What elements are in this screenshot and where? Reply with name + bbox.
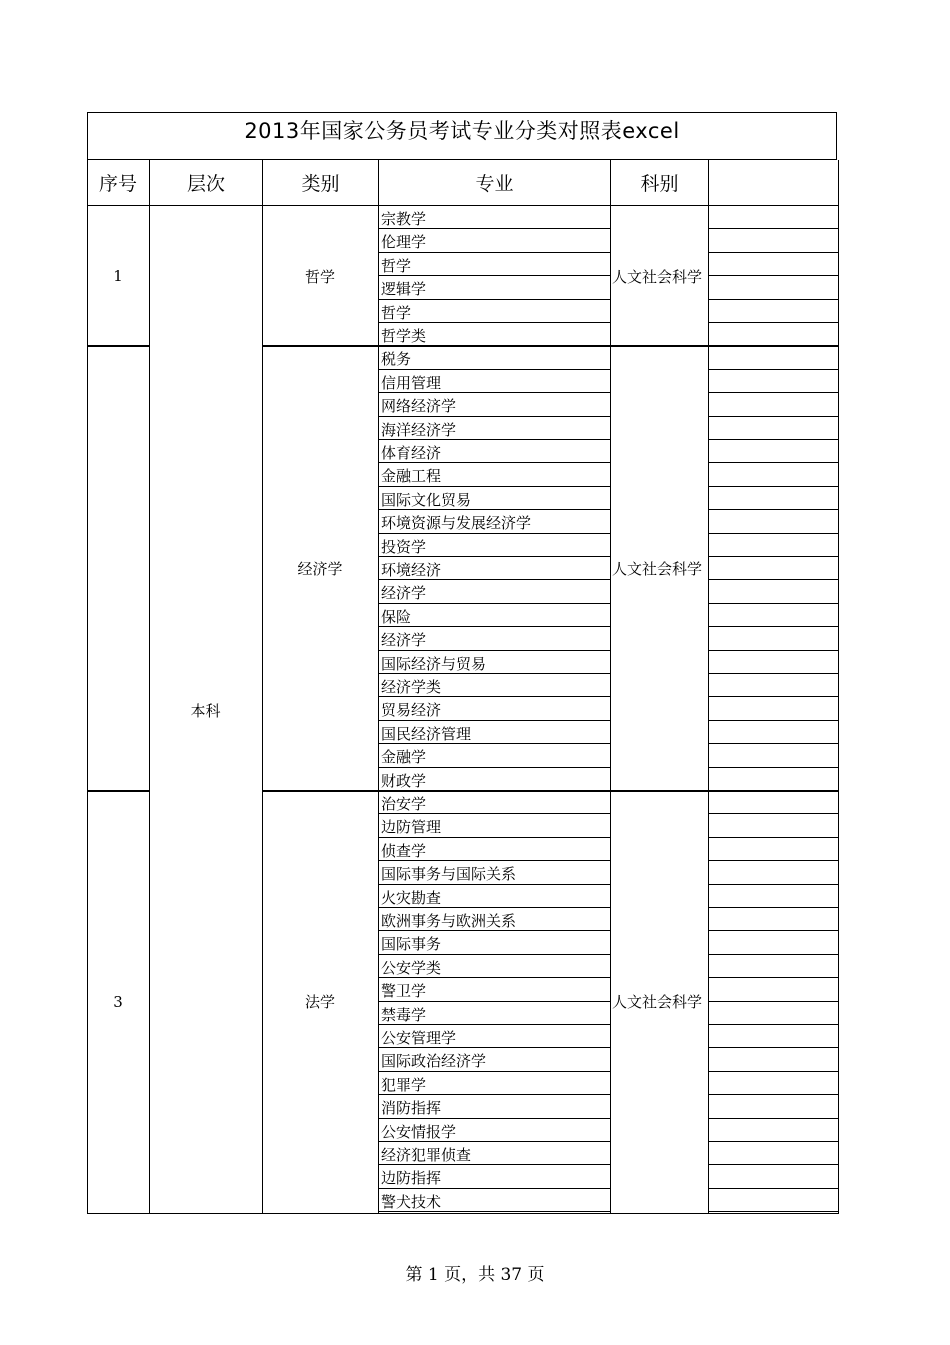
major-cell: 治安学 (378, 791, 610, 814)
blank-cell (708, 557, 839, 580)
blank-cell (708, 931, 839, 954)
blank-cell (708, 229, 839, 252)
blank-cell (708, 791, 839, 814)
blank-cell (708, 838, 839, 861)
blank-cell (708, 1119, 839, 1142)
major-cell: 国民经济管理 (378, 721, 610, 744)
major-cell: 财政学 (378, 768, 610, 791)
blank-cell (708, 323, 839, 346)
major-cell: 金融学 (378, 744, 610, 767)
major-cell: 伦理学 (378, 229, 610, 252)
major-cell: 公安情报学 (378, 1119, 610, 1142)
blank-cell (708, 627, 839, 650)
blank-cell (708, 1072, 839, 1095)
blank-cell (708, 1002, 839, 1025)
category-cell: 法学 (304, 993, 335, 1012)
blank-cell (708, 1189, 839, 1212)
blank-cell (708, 1048, 839, 1071)
title-row (87, 112, 837, 160)
major-cell: 边防管理 (378, 814, 610, 837)
blank-cell (708, 674, 839, 697)
blank-cell (708, 721, 839, 744)
major-cell: 哲学 (378, 300, 610, 323)
major-cell: 欧洲事务与欧洲关系 (378, 908, 610, 931)
major-cell: 国际政治经济学 (378, 1048, 610, 1071)
blank-cell (708, 417, 839, 440)
subject-cell: 人文社会科学 (612, 560, 703, 579)
major-cell: 宗教学 (378, 206, 610, 229)
header-category: 类别 (262, 160, 378, 206)
major-cell: 公安学类 (378, 955, 610, 978)
major-cell: 警卫学 (378, 978, 610, 1001)
major-cell: 国际文化贸易 (378, 487, 610, 510)
major-cell: 网络经济学 (378, 393, 610, 416)
major-cell: 公安管理学 (378, 1025, 610, 1048)
category-cell: 经济学 (297, 560, 343, 579)
blank-cell (708, 604, 839, 627)
major-cell: 环境资源与发展经济学 (378, 510, 610, 533)
header-subject: 科别 (610, 160, 708, 206)
blank-cell (708, 206, 839, 229)
major-cell: 保险 (378, 604, 610, 627)
blank-cell (708, 1165, 839, 1188)
header-level: 层次 (149, 160, 262, 206)
blank-cell (708, 885, 839, 908)
seq-cell (87, 346, 149, 791)
blank-cell (708, 463, 839, 486)
blank-cell (708, 861, 839, 884)
page-title: 2013年国家公务员考试专业分类对照表excel (244, 119, 680, 143)
blank-cell (708, 487, 839, 510)
blank-cell (708, 768, 839, 791)
blank-cell (708, 1095, 839, 1118)
major-cell: 金融工程 (378, 463, 610, 486)
seq-cell: 1 (113, 267, 123, 286)
blank-cell (708, 393, 839, 416)
subject-cell: 人文社会科学 (612, 993, 703, 1012)
blank-cell (708, 814, 839, 837)
major-cell: 国际经济与贸易 (378, 651, 610, 674)
major-cell: 经济学类 (378, 674, 610, 697)
blank-cell (708, 440, 839, 463)
major-cell: 侦查学 (378, 838, 610, 861)
spreadsheet-page (87, 112, 839, 1214)
major-cell: 边防指挥 (378, 1165, 610, 1188)
blank-cell (708, 276, 839, 299)
blank-cell (708, 744, 839, 767)
major-cell: 海洋经济学 (378, 417, 610, 440)
category-cell: 哲学 (304, 267, 335, 286)
major-cell: 环境经济 (378, 557, 610, 580)
blank-cell (708, 370, 839, 393)
major-cell: 火灾勘查 (378, 885, 610, 908)
blank-cell (708, 510, 839, 533)
major-cell: 经济学 (378, 627, 610, 650)
blank-cell (708, 534, 839, 557)
blank-cell (708, 300, 839, 323)
major-cell: 警犬技术 (378, 1189, 610, 1212)
subject-cell: 人文社会科学 (612, 267, 703, 286)
major-cell: 哲学 (378, 253, 610, 276)
major-cell: 税务 (378, 346, 610, 369)
major-cell: 消防指挥 (378, 1095, 610, 1118)
blank-cell (708, 978, 839, 1001)
major-cell: 国际事务与国际关系 (378, 861, 610, 884)
blank-cell (708, 955, 839, 978)
header-seq: 序号 (87, 160, 149, 206)
blank-cell (708, 253, 839, 276)
major-cell: 哲学类 (378, 323, 610, 346)
major-cell: 国际事务 (378, 931, 610, 954)
page-footer: 第 1 页，共 37 页 (405, 1265, 545, 1285)
blank-cell (708, 697, 839, 720)
seq-cell: 3 (113, 992, 123, 1011)
blank-cell (708, 346, 839, 369)
major-cell: 投资学 (378, 534, 610, 557)
blank-cell (708, 908, 839, 931)
major-cell: 经济学 (378, 580, 610, 603)
major-cell: 犯罪学 (378, 1072, 610, 1095)
major-cell: 信用管理 (378, 370, 610, 393)
header-major: 专业 (378, 160, 610, 206)
level-cell: 本科 (190, 701, 221, 720)
major-cell: 经济犯罪侦查 (378, 1142, 610, 1165)
blank-cell (708, 1142, 839, 1165)
blank-cell (708, 580, 839, 603)
major-cell: 禁毒学 (378, 1002, 610, 1025)
blank-cell (708, 651, 839, 674)
major-cell: 体育经济 (378, 440, 610, 463)
major-cell: 逻辑学 (378, 276, 610, 299)
major-cell: 贸易经济 (378, 697, 610, 720)
blank-cell (708, 1025, 839, 1048)
